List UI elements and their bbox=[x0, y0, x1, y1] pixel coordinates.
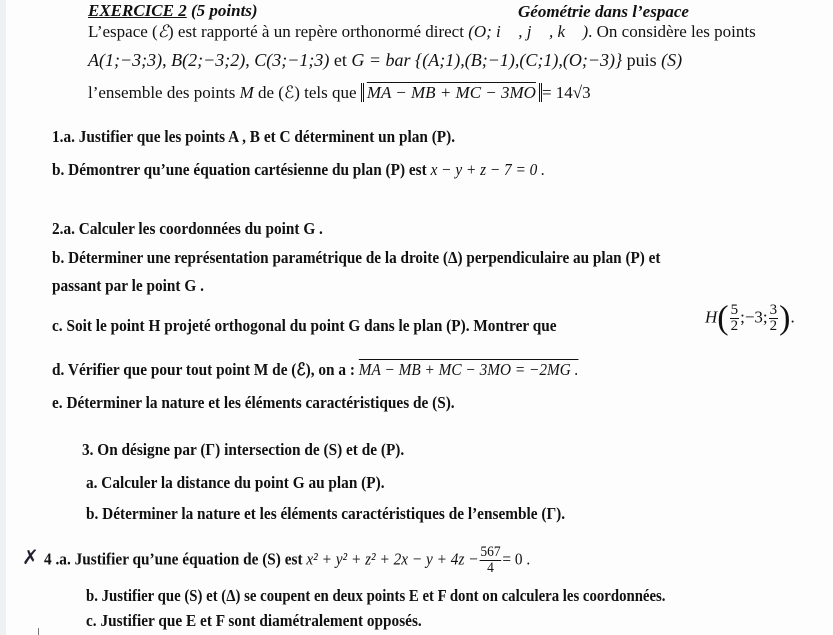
question-number: c. bbox=[86, 611, 97, 630]
exercise-topic: Géométrie dans l’espace bbox=[518, 2, 689, 21]
frame-notation: (O; i⃗ , j⃗ , k⃗ ) bbox=[468, 22, 589, 41]
intro-text: de (ℰ) tels que bbox=[257, 83, 357, 102]
intro-line-3 bbox=[88, 82, 591, 104]
scan-artifact bbox=[38, 628, 39, 635]
question-3a bbox=[86, 472, 418, 494]
point-B: B(2;−3;2) bbox=[171, 50, 246, 70]
point-H: H bbox=[705, 307, 718, 327]
vector-norm-expression: MA − MB + MC − 3MO bbox=[361, 83, 542, 102]
plane-equation: x − y + z − 7 = 0 . bbox=[430, 160, 545, 179]
question-number: e. bbox=[52, 393, 63, 412]
intro-text: l’ensemble des points bbox=[88, 83, 236, 102]
question-number: 3. bbox=[82, 440, 94, 459]
pen-mark-icon: ✗ bbox=[22, 545, 39, 569]
coord-separator: ;−3; bbox=[740, 307, 768, 327]
intro-text: L’espace ( bbox=[88, 22, 158, 41]
fraction: $\frac{5}{2}$ bbox=[730, 302, 739, 334]
question-2b bbox=[52, 247, 732, 269]
question-text: passant par le point G . bbox=[52, 276, 204, 295]
sphere-equation: x² + y² + z² + 2x − y + 4z − bbox=[306, 549, 479, 569]
question-2d bbox=[52, 359, 637, 381]
question-text: Justifier que E et F sont diamétralement opposés. bbox=[100, 611, 422, 630]
question-number: b. bbox=[52, 160, 65, 179]
point-M: M bbox=[239, 83, 254, 102]
question-number: a. bbox=[86, 473, 98, 492]
space-symbol: ℰ bbox=[157, 22, 168, 41]
question-number: b. bbox=[52, 248, 65, 267]
question-number: c. bbox=[52, 316, 63, 335]
question-text: On désigne par (Γ) intersection de (S) et de (P). bbox=[97, 440, 405, 459]
question-text: Déterminer la nature et les éléments caractéristiques de l’ensemble (Γ). bbox=[102, 504, 566, 523]
fraction: $\frac{567}{4}$ bbox=[480, 544, 501, 576]
question-2c bbox=[52, 315, 613, 337]
point-C: C(3;−1;3) bbox=[254, 50, 330, 70]
question-text: Justifier que (S) et (Δ) se coupent en deux points E et F dont on calculera les coordonnées. bbox=[101, 586, 666, 605]
exercise-header bbox=[88, 0, 258, 22]
question-2b-continued bbox=[52, 275, 221, 297]
question-text: Démontrer qu’une équation cartésienne du plan (P) est bbox=[68, 160, 427, 179]
question-1b bbox=[52, 159, 600, 181]
question-4a bbox=[44, 545, 584, 576]
set-S: (S) bbox=[661, 50, 683, 70]
question-number: 2.a. bbox=[52, 219, 75, 238]
question-text: Calculer les coordonnées du point G . bbox=[78, 219, 323, 238]
question-text: Déterminer la nature et les éléments caractéristiques de (S). bbox=[66, 393, 455, 412]
question-4c bbox=[86, 610, 459, 632]
question-text: Justifier que les points A , B et C déterminent un plan (P). bbox=[78, 127, 456, 146]
intro-text: . On considère les points bbox=[588, 22, 756, 41]
question-number: b. bbox=[86, 504, 99, 523]
fraction: $\frac{3}{2}$ bbox=[769, 302, 778, 334]
intro-line-1 bbox=[88, 21, 756, 43]
question-number: b. bbox=[86, 586, 98, 605]
question-text: Justifier qu’une équation de (S) est bbox=[74, 549, 303, 569]
intro-text: ) est rapporté à un repère orthonormé direct bbox=[168, 22, 464, 41]
question-3b bbox=[86, 503, 618, 525]
question-2a bbox=[52, 218, 353, 240]
intro-line-2: A(1;−3;3), B(2;−3;2), C(3;−1;3) et G = bar {(A;1),(B;−1),(C;1),(O;−3)} puis (S) bbox=[88, 50, 683, 70]
question-number: 1.a. bbox=[52, 127, 75, 146]
question-number: 4 .a. bbox=[44, 549, 71, 569]
question-1a bbox=[52, 126, 500, 148]
vector-identity: MA − MB + MC − 3MO = −2MG . bbox=[358, 360, 579, 379]
exercise-title: EXERCICE 2 bbox=[88, 1, 187, 20]
exercise-points: (5 points) bbox=[191, 1, 258, 20]
equation-tail: = 0 . bbox=[502, 549, 531, 569]
intro-text: et bbox=[333, 50, 347, 70]
scan-margin bbox=[0, 0, 6, 635]
point-A: A(1;−3;3) bbox=[88, 50, 163, 70]
question-text: Calculer la distance du point G au plan (P). bbox=[101, 473, 385, 492]
norm-value: = 14√3 bbox=[541, 83, 591, 102]
question-4b bbox=[86, 585, 752, 607]
question-text: Vérifier que pour tout point M de (ℰ), on a : bbox=[67, 360, 355, 379]
question-2e bbox=[52, 392, 499, 414]
question-text: Déterminer une représentation paramétrique de la droite (Δ) perpendiculaire au plan (P) et bbox=[68, 248, 661, 267]
barycenter-definition: G = bar {(A;1),(B;−1),(C;1),(O;−3)} bbox=[351, 50, 623, 70]
question-number: d. bbox=[52, 360, 65, 379]
question-text: Soit le point H projeté orthogonal du point G dans le plan (P). Montrer que bbox=[66, 316, 557, 335]
intro-text: puis bbox=[626, 50, 657, 70]
question-3 bbox=[82, 439, 440, 461]
point-H-coordinates: H( $\frac{5}{2}$ ;−3; $\frac{3}{2}$ ). bbox=[705, 299, 795, 337]
